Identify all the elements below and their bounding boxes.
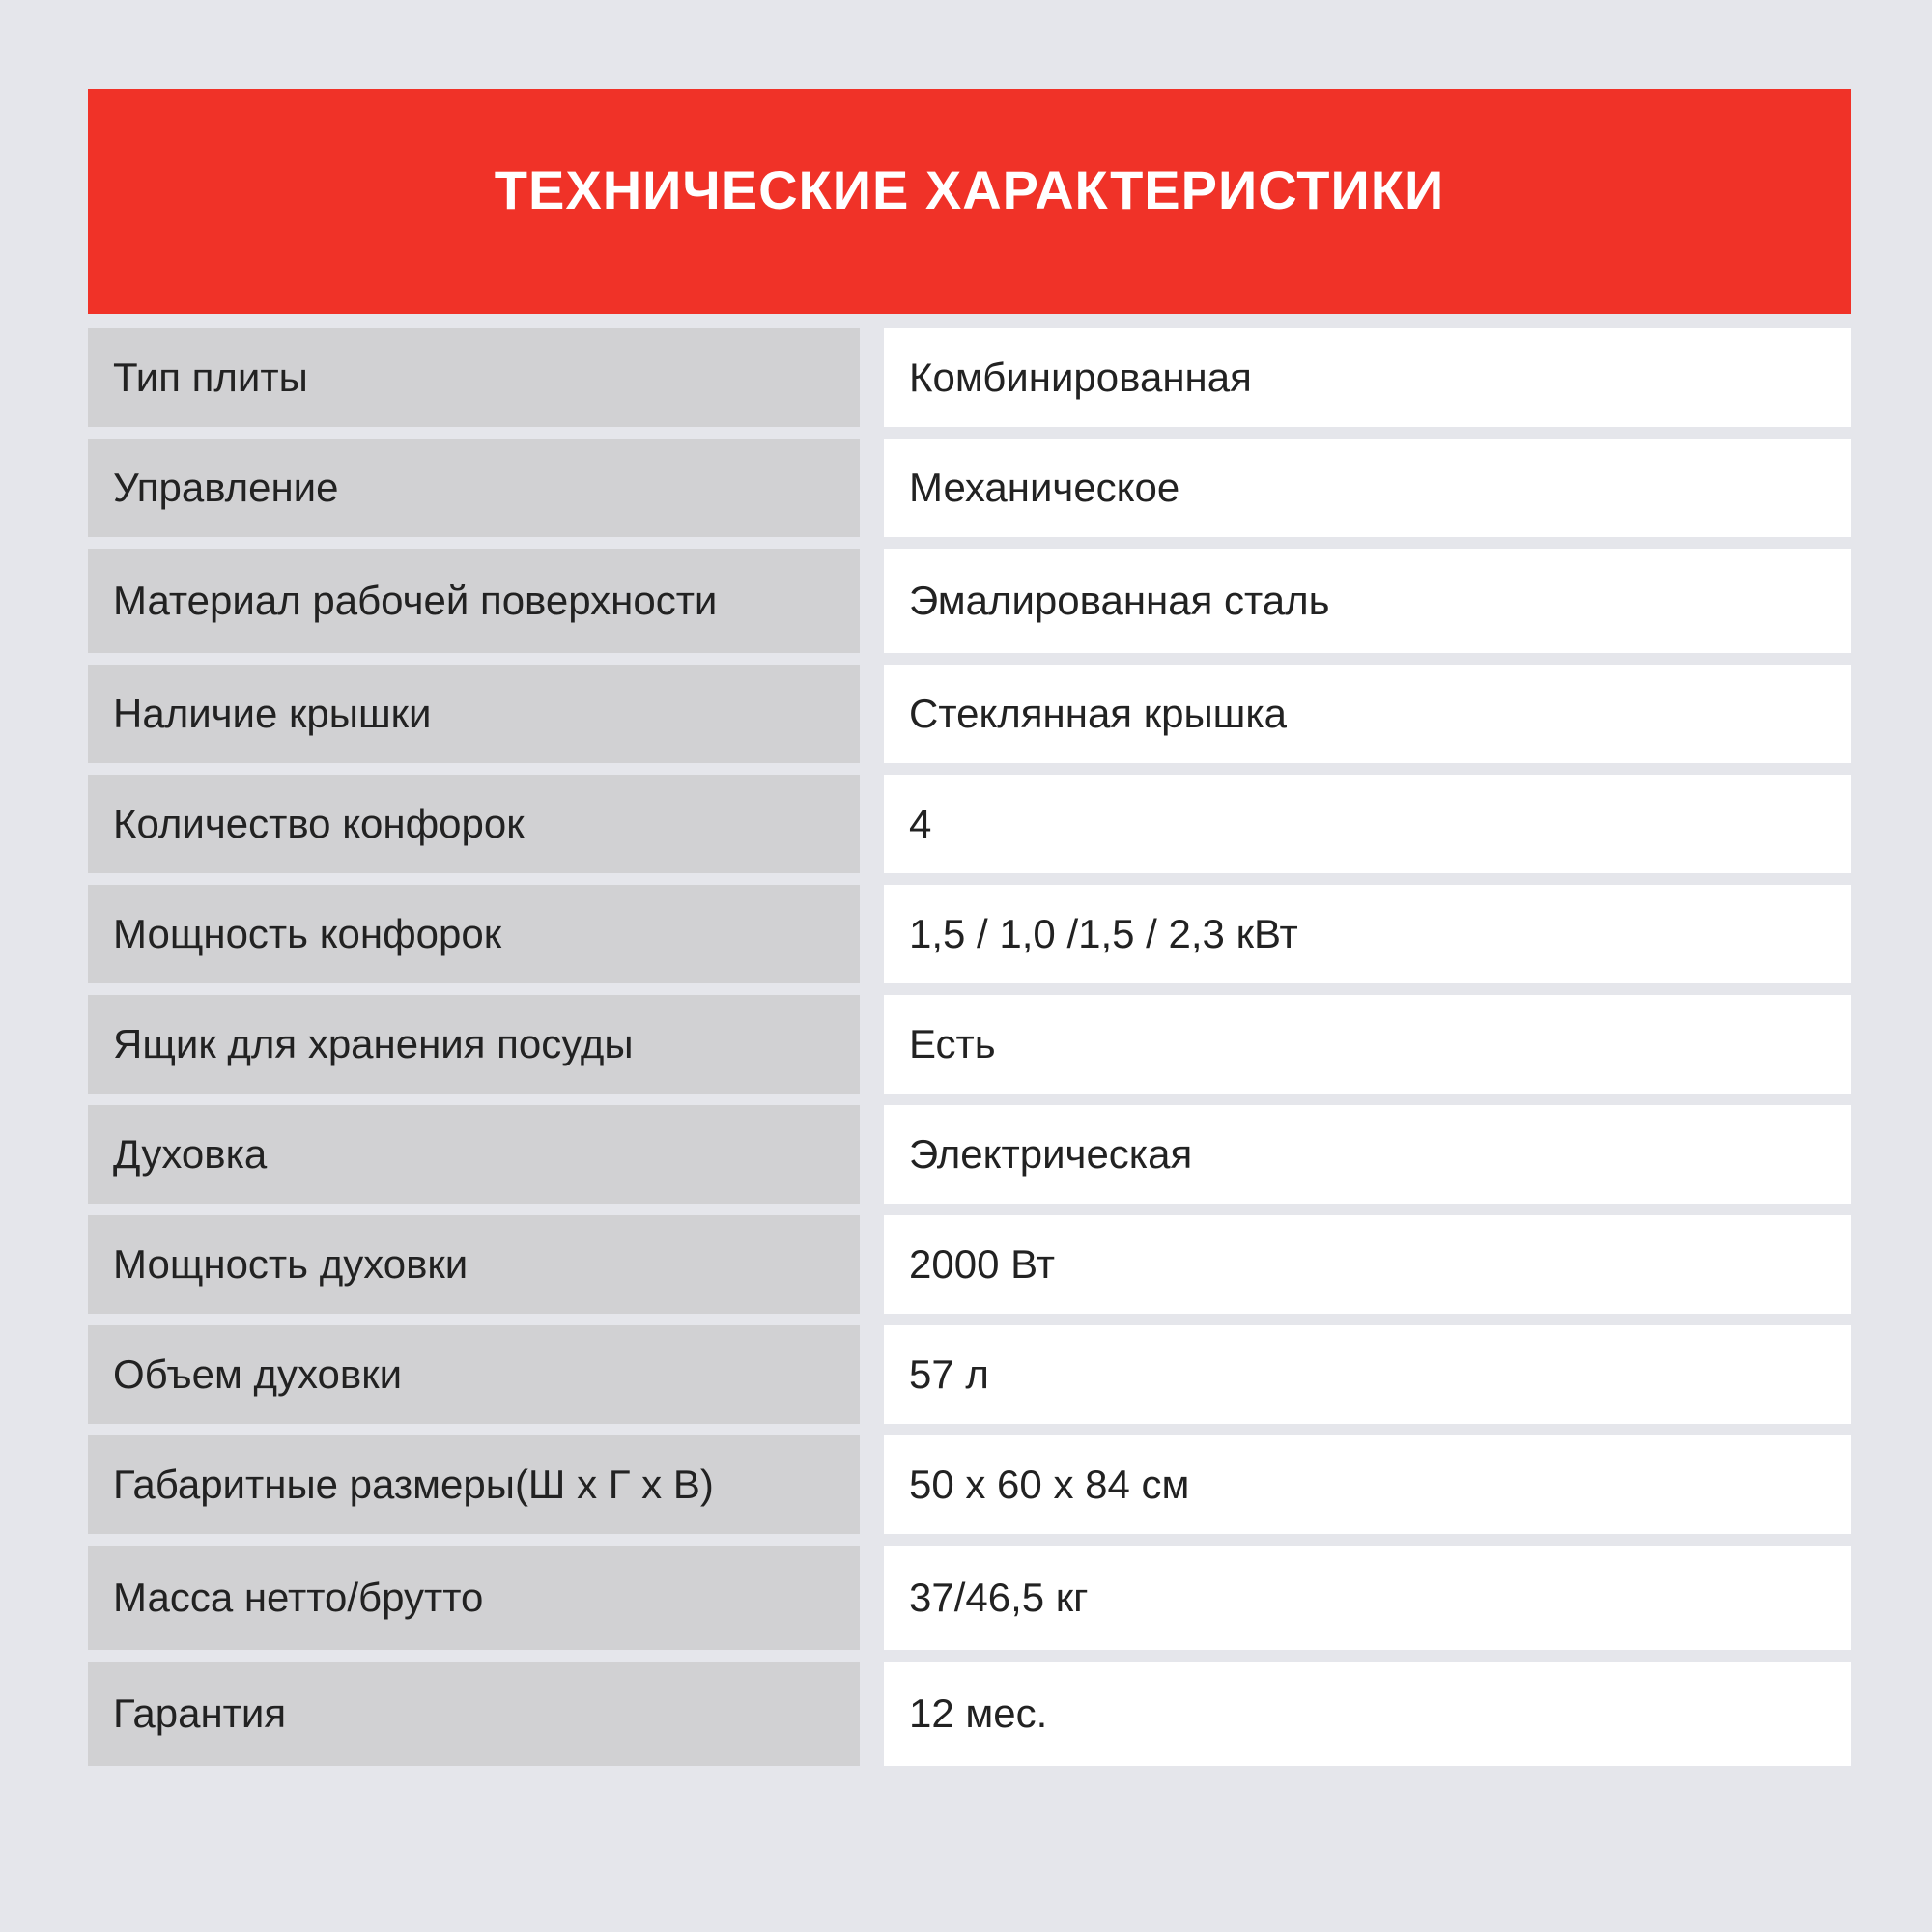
spec-label: Мощность духовки <box>88 1215 860 1314</box>
spec-label: Материал рабочей поверхности <box>88 549 860 653</box>
table-row <box>88 1325 1851 1424</box>
spec-label: Ящик для хранения посуды <box>88 995 860 1094</box>
table-row <box>88 549 1851 653</box>
spec-label: Гарантия <box>88 1662 860 1766</box>
table-row <box>88 775 1851 873</box>
table-row <box>88 1546 1851 1650</box>
spec-table <box>88 328 1851 1766</box>
spec-label: Габаритные размеры(Ш х Г х В) <box>88 1435 860 1534</box>
spec-value: Стеклянная крышка <box>884 665 1851 763</box>
spec-value: 50 х 60 х 84 см <box>884 1435 1851 1534</box>
spec-label: Объем духовки <box>88 1325 860 1424</box>
spec-label: Наличие крышки <box>88 665 860 763</box>
spec-value: Электрическая <box>884 1105 1851 1204</box>
spec-value: 57 л <box>884 1325 1851 1424</box>
spec-value: 37/46,5 кг <box>884 1546 1851 1650</box>
table-row <box>88 885 1851 983</box>
table-row <box>88 995 1851 1094</box>
table-row <box>88 439 1851 537</box>
table-row <box>88 1662 1851 1766</box>
spec-label: Тип плиты <box>88 328 860 427</box>
table-row <box>88 328 1851 427</box>
table-row <box>88 1105 1851 1204</box>
table-row <box>88 1215 1851 1314</box>
spec-value: Комбинированная <box>884 328 1851 427</box>
spec-value: Есть <box>884 995 1851 1094</box>
page-title: ТЕХНИЧЕСКИЕ ХАРАКТЕРИСТИКИ <box>494 159 1445 220</box>
spec-value: Эмалированная сталь <box>884 549 1851 653</box>
spec-label: Масса нетто/брутто <box>88 1546 860 1650</box>
spec-label: Управление <box>88 439 860 537</box>
spec-label: Количество конфорок <box>88 775 860 873</box>
header-banner <box>88 89 1851 314</box>
table-row <box>88 1435 1851 1534</box>
table-row <box>88 665 1851 763</box>
spec-value: 4 <box>884 775 1851 873</box>
spec-label: Мощность конфорок <box>88 885 860 983</box>
spec-value: Механическое <box>884 439 1851 537</box>
spec-value: 1,5 / 1,0 /1,5 / 2,3 кВт <box>884 885 1851 983</box>
spec-sheet <box>88 89 1851 1777</box>
spec-value: 2000 Вт <box>884 1215 1851 1314</box>
spec-value: 12 мес. <box>884 1662 1851 1766</box>
spec-label: Духовка <box>88 1105 860 1204</box>
